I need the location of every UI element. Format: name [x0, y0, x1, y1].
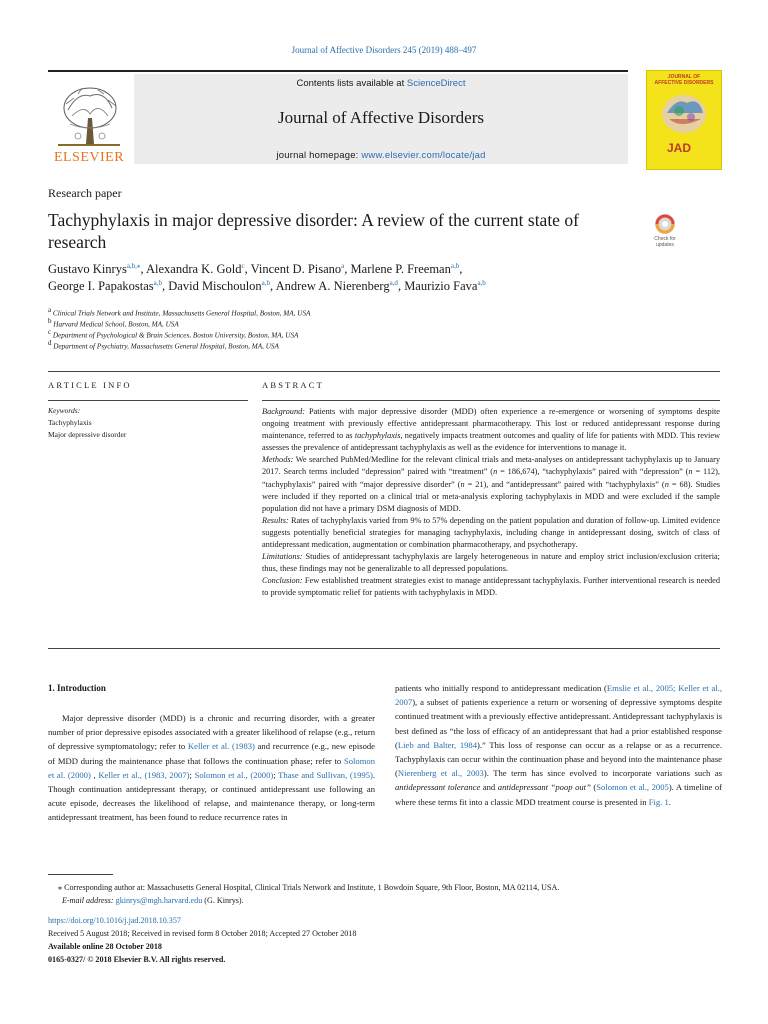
email-line: E-mail address: gkinrys@mgh.harvard.edu (G. Kinrys).	[62, 896, 244, 905]
citation-link[interactable]: Solomon et al. (2000)	[48, 755, 375, 780]
section-heading-introduction: 1. Introduction	[48, 683, 106, 693]
contents-line: Contents lists available at ScienceDirect	[296, 78, 466, 89]
intro-paragraph: Major depressive disorder (MDD) is a chronic and recurring disorder, with a greater number of prior depressive episodes associated with a greater likelihood of relapse (e.g., return of depressive symptomatology; refer to Keller et al. (1983) and recurrence (e.g., new episode of MDD during the maintenance phase that follows the continuation phase; refer to Solomon et al. (2000) , Keller et al., (1983, 2007); Solomon et al., (2000); Thase and Sullivan, (1995). Though continuation antidepressant therapy, or continued antidepressant use following an acute episode, decreases the likelihood of relapse, and maintenance therapy, or long-term antidepressant treatment, has been found to reduce recurrence rates in	[48, 713, 375, 823]
citation-link[interactable]: Solomon et al., 2005	[596, 782, 669, 793]
citation-link[interactable]: Thase and Sullivan, (1995)	[278, 769, 373, 780]
author-affiliation-marker[interactable]: a	[341, 262, 345, 270]
affiliation-d: $^d$ Department of Psychiatry, Massachusetts General Hospital, Boston, MA, USA	[48, 339, 279, 351]
article-info-heading: ARTICLE INFO	[48, 380, 132, 390]
author-affiliation-marker[interactable]: a,d	[389, 279, 398, 287]
citation-link[interactable]: Keller et al., (1983, 2007)	[98, 769, 190, 780]
author-name[interactable]: Andrew A. Nierenberg	[275, 279, 390, 294]
body-column-right	[395, 681, 722, 809]
author-list-line-2: George I. Papakostas$^{a,b}$, David Mischoulon$^{a,b}$, Andrew A. Nierenberg$^{a,d}$, Maurizio Fava$^{a,b}$	[48, 279, 486, 294]
journal-title: Journal of Affective Disorders	[278, 108, 484, 127]
journal-citation-link[interactable]: Journal of Affective Disorders 245 (2019) 488–497	[291, 45, 477, 55]
corresponding-author-footnote	[48, 881, 728, 907]
author-name[interactable]: Alexandra K. Gold	[146, 262, 242, 277]
author-affiliation-marker[interactable]: a,b	[450, 262, 460, 270]
publisher-name: ELSEVIER	[53, 150, 125, 165]
abstract-results: Results: Rates of tachyphylaxis varied from 9% to 57% depending on the patient population and duration of follow-up. Limited evidence suggests potentially beneficial strategies for managing tachyphylaxis, including change in antidepressant dosing, switch of class of antidepressant medication, augmentation or combination pharmacotherapy, and psychotherapy.	[262, 515, 720, 550]
section-divider	[48, 371, 720, 372]
citation-link[interactable]: Lieb and Balter, 1984	[397, 739, 478, 750]
publication-metadata	[48, 914, 356, 966]
check-updates-label: Check for updates	[654, 236, 676, 248]
article-info-rule	[48, 400, 248, 401]
abstract-conclusion: Conclusion: Few established treatment strategies exist to manage antidepressant tachyphylaxis. Further interventional research is needed to provide symptomatic relief for patients with tachyphylaxis in MDD.	[262, 576, 720, 598]
journal-banner	[134, 74, 628, 164]
author-list-line-1: Gustavo Kinrys$^{a,b,⁎}$, Alexandra K. Gold$^c$, Vincent D. Pisano$^a$, Marlene P. Freeman$^{a,b}$,	[48, 262, 463, 277]
received-dates: Received 5 August 2018; Received in revised form 8 October 2018; Accepted 27 October 2018	[48, 929, 357, 938]
author-name[interactable]: Marlene P. Freeman	[350, 262, 451, 277]
author-name[interactable]: Gustavo Kinrys	[48, 262, 127, 277]
keyword-item[interactable]: Tachyphylaxis	[48, 418, 92, 427]
elsevier-logo[interactable]	[48, 74, 130, 166]
abstract-heading: ABSTRACT	[262, 380, 324, 390]
footnote-rule	[48, 874, 113, 875]
header-rule	[48, 70, 628, 72]
check-for-updates-button[interactable]	[645, 212, 685, 252]
intro-paragraph-continued: patients who initially respond to antidepressant medication (Emslie et al., 2005; Keller et al., 2007), a subset of patients experience a return or worsening of depressive symptoms despite continued treatment with a previously effective antidepressant. Antidepressant tachyphylaxis is best defined as “the loss of efficacy of an antidepressant that had a prior established response (Lieb and Balter, 1984).” This loss of response can occur as a relapse or as a recurrence. Tachyphylaxis can occur within the continuation phase and beyond into the maintenance phase (Nierenberg et al., 2003). The term has since evolved to incorporate variations such as antidepressant tolerance and antidepressant “poop out” (Solomon et al., 2005). A timeline of where these terms fit into a classic MDD treatment course is presented in Fig. 1.	[395, 683, 723, 807]
copyright-line: 0165-0327/ © 2018 Elsevier B.V. All rights reserved.	[48, 955, 226, 964]
affiliation-b: $^b$ Harvard Medical School, Boston, MA, USA	[48, 317, 179, 329]
figure-link[interactable]: Fig. 1	[648, 796, 669, 807]
abstract-methods: Methods: We searched PubMed/Medline for the relevant clinical trials and meta-analyses on antidepressant tachyphylaxis up to January 2017. Search terms included “depression” paired with “treatment” (n = 186,674), “tachyphylaxis” paired with “depression” (n = 112), “tachyphylaxis” paired with “major depressive disorder” (n = 21), and “antidepressant” paired with “tachyphylaxis” (n = 68). Studies were included if they reported on a clinical trial or meta-analysis exploring tachyphylaxis in MDD and were excluded if the sample population did not have a primary DSM diagnosis of MDD.	[262, 455, 721, 513]
abstract-limitations: Limitations: Studies of antidepressant tachyphylaxis are largely heterogeneous in nature and employ strict inclusion/exclusion criteria; thus, these findings may not be generalizable to all depressed populations.	[262, 552, 720, 574]
journal-header	[48, 70, 628, 168]
cover-jad-mark: JAD	[667, 141, 692, 155]
body-column-left	[48, 711, 375, 825]
cover-title: JOURNAL OF AFFECTIVE DISORDERS	[654, 74, 714, 86]
author-name[interactable]: Vincent D. Pisano	[250, 262, 342, 277]
citation-link[interactable]: Keller et al. (1983)	[187, 741, 255, 752]
journal-cover-image[interactable]	[646, 70, 722, 170]
author-name[interactable]: Maurizio Fava	[404, 279, 478, 294]
article-title: Tachyphylaxis in major depressive disorder: A review of the current state of research	[48, 210, 579, 252]
author-affiliation-marker[interactable]: c	[241, 262, 245, 270]
author-affiliation-marker[interactable]: a,b	[477, 279, 486, 287]
sciencedirect-link[interactable]: ScienceDirect	[406, 78, 466, 89]
article-type: Research paper	[48, 186, 122, 200]
brain-illustration-icon	[657, 89, 711, 139]
abstract-bottom-rule	[48, 648, 720, 649]
abstract-body	[262, 406, 720, 600]
abstract-background: Background: Patients with major depressive disorder (MDD) often experience a re-emergence or worsening of symptoms despite ongoing treatment with previously effective antidepressant pharmacotherapy. This lost or reduced antidepressant response during maintenance, referred to as tachyphylaxis, negatively impacts treatment outcomes and quality of life for patients with MDD. This review assesses the prevalence of antidepressant tachyphylaxis as well as the evidence for interventions to manage it.	[262, 407, 721, 453]
abstract-rule	[262, 400, 720, 401]
affiliation-a: $^a$ Clinical Trials Network and Institute, Massachusetts General Hospital, Boston, MA, USA	[48, 306, 311, 318]
author-name[interactable]: David Mischoulon	[168, 279, 262, 294]
keywords-label: Keywords:	[48, 406, 81, 415]
homepage-line: journal homepage: www.elsevier.com/locate/jad	[276, 150, 486, 161]
citation-link[interactable]: Emslie et al., 2005; Keller et al., 2007	[395, 683, 722, 708]
citation-link[interactable]: Solomon et al., (2000)	[194, 769, 274, 780]
check-updates-icon	[645, 212, 685, 238]
affiliation-c: $^c$ Department of Psychological & Brain Sciences, Boston University, Boston, MA, USA	[48, 328, 299, 340]
author-name[interactable]: George I. Papakostas	[48, 279, 154, 294]
doi-link[interactable]: https://doi.org/10.1016/j.jad.2018.10.357	[48, 916, 181, 925]
corresponding-author-text: ⁎ Corresponding author at: Massachusetts General Hospital, Clinical Trials Network and Institute, 1 Bowdoin Square, 9th Floor, Boston, MA 02114, USA.	[58, 883, 560, 892]
author-affiliation-marker[interactable]: a,b,⁎	[126, 262, 141, 270]
available-online: Available online 28 October 2018	[48, 942, 162, 951]
homepage-link[interactable]: www.elsevier.com/locate/jad	[361, 150, 486, 161]
citation-link[interactable]: Nierenberg et al., 2003	[397, 768, 484, 779]
author-affiliation-marker[interactable]: a,b	[153, 279, 163, 287]
email-link[interactable]: gkinrys@mgh.harvard.edu	[115, 896, 203, 905]
author-affiliation-marker[interactable]: a,b	[261, 279, 271, 287]
keyword-item[interactable]: Major depressive disorder	[48, 430, 127, 439]
